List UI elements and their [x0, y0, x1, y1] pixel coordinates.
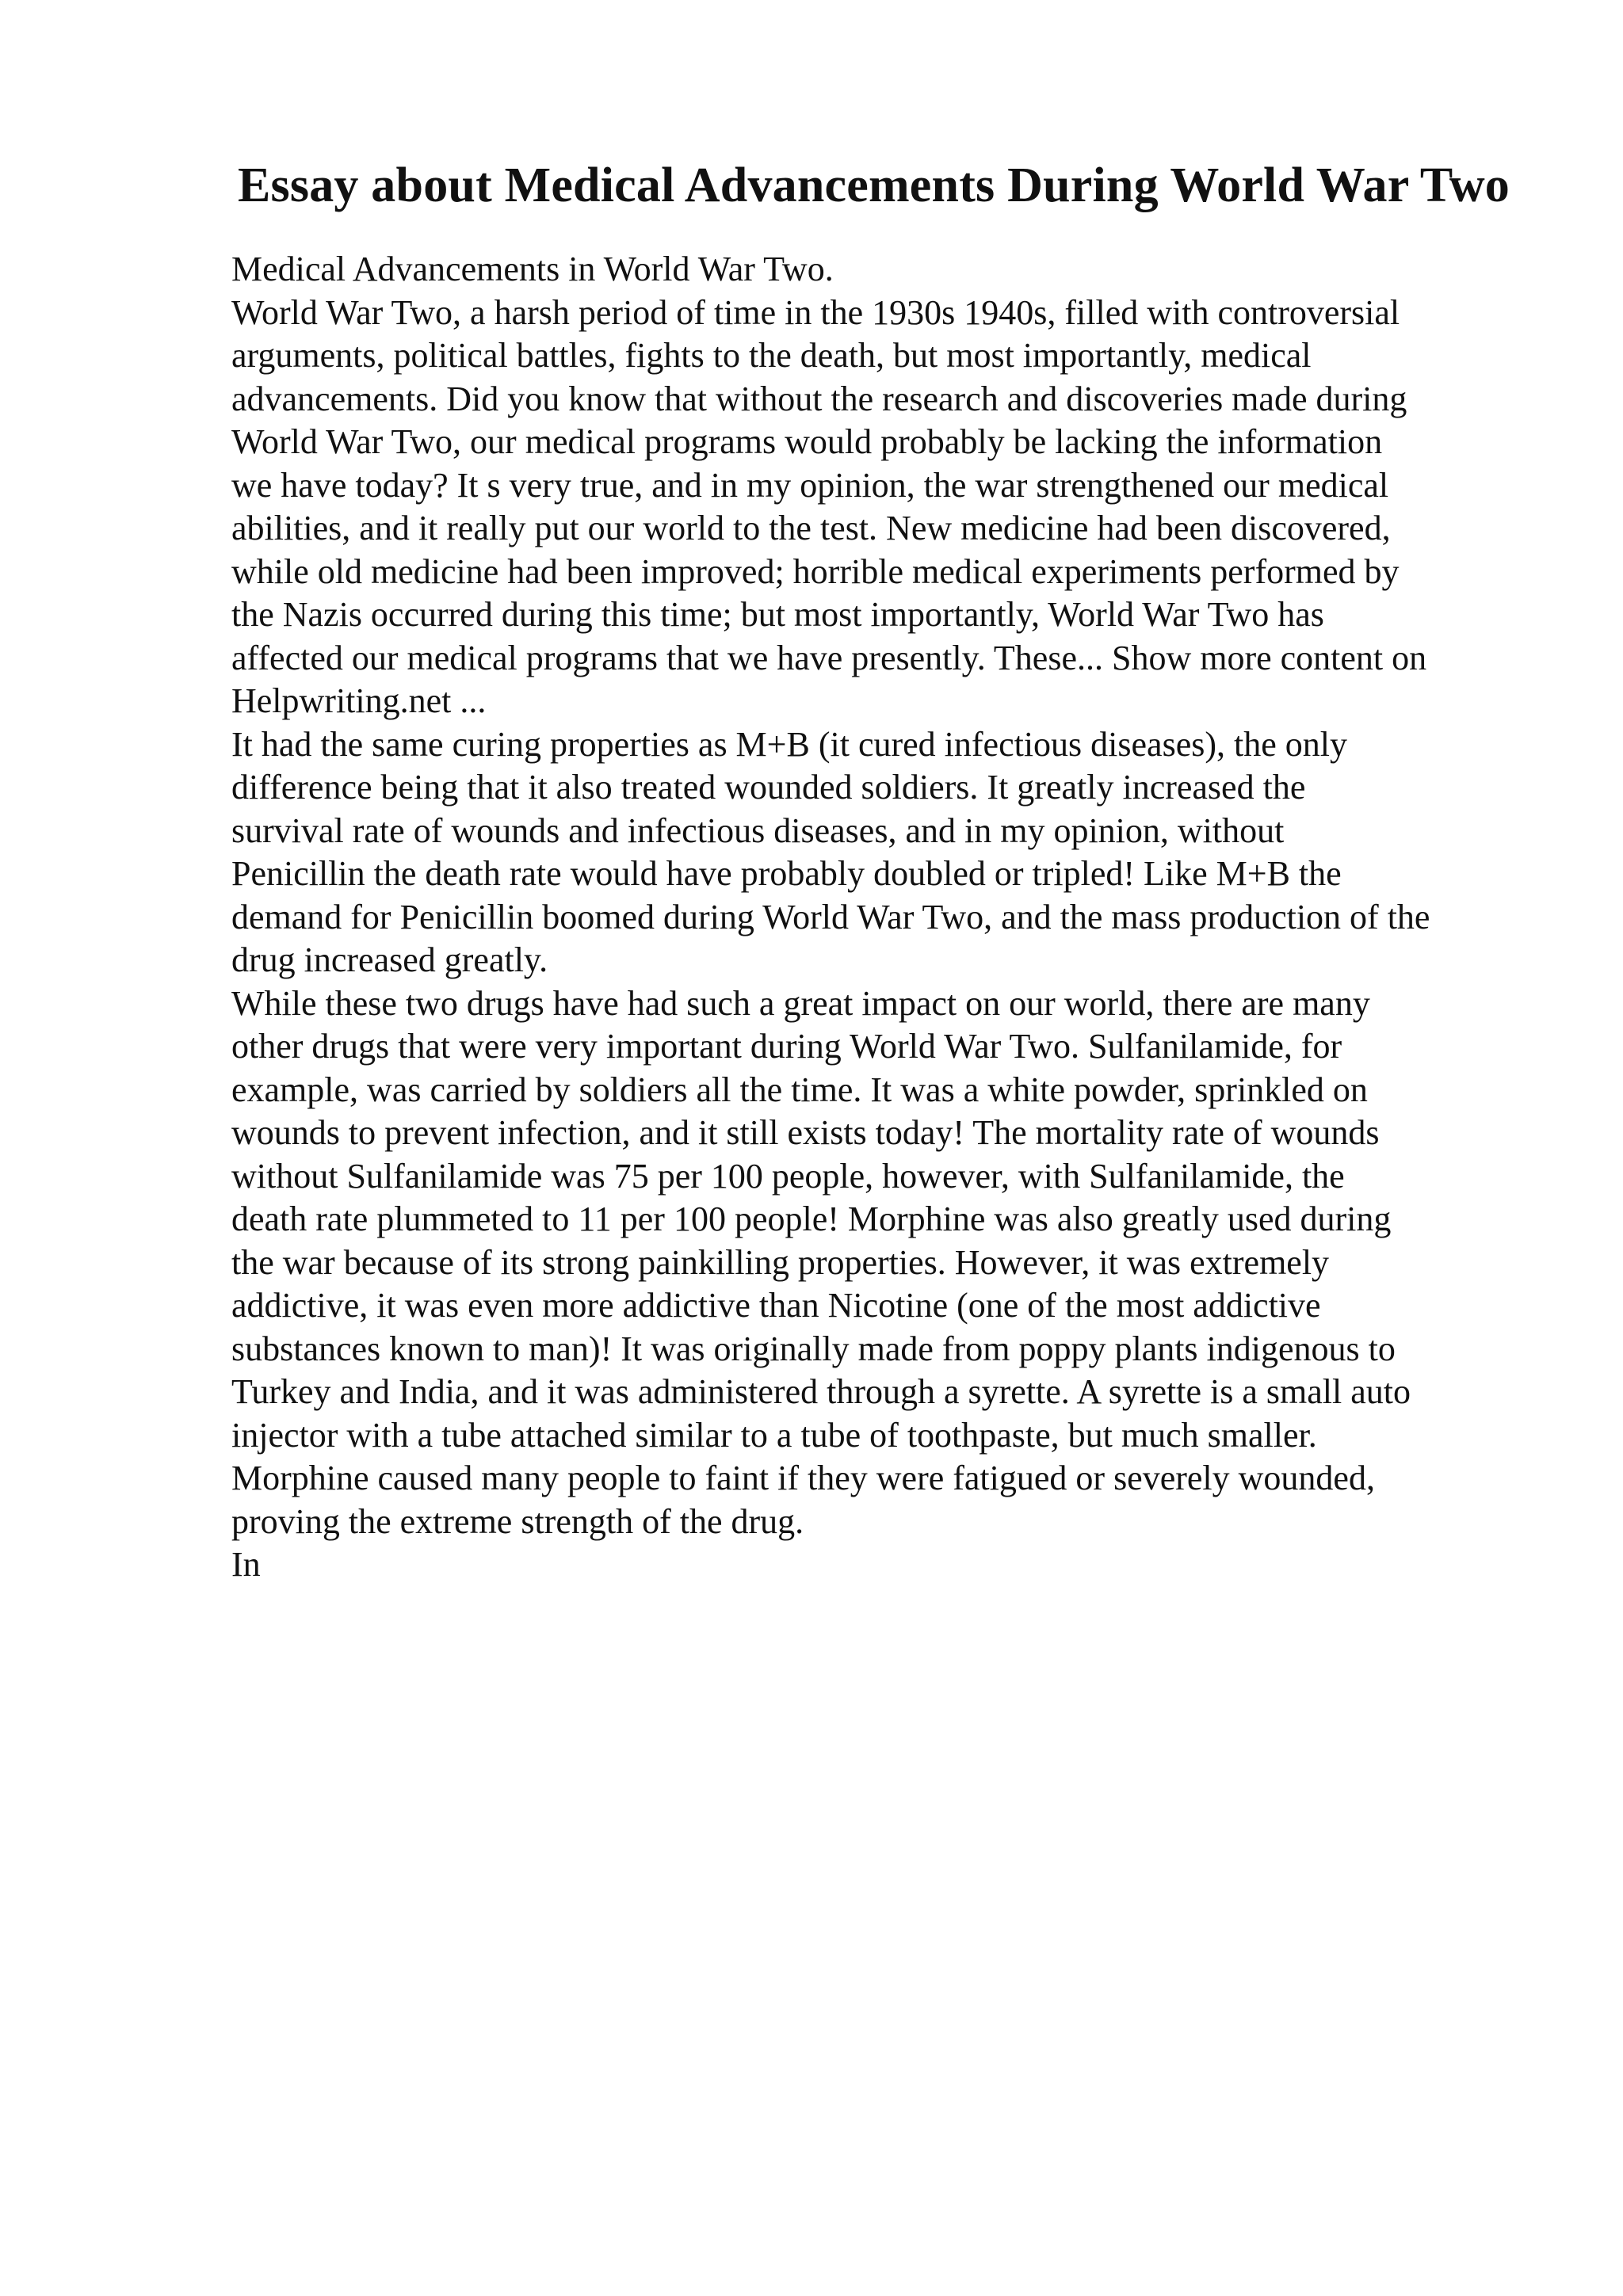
text-line: drug increased greatly. — [231, 940, 548, 979]
text-line: the Nazis occurred during this time; but most importantly, World War Two has — [231, 595, 1324, 634]
text-line: death rate plummeted to 11 per 100 people! Morphine was also greatly used during — [231, 1199, 1392, 1238]
text-line: World War Two, our medical programs would probably be lacking the information — [231, 422, 1383, 461]
text-line: other drugs that were very important during World War Two. Sulfanilamide, for — [231, 1027, 1342, 1066]
text-line: arguments, political battles, fights to the death, but most importantly, medical — [231, 336, 1312, 375]
text-line: injector with a tube attached similar to a tube of toothpaste, but much smaller. — [231, 1415, 1317, 1455]
text-line: abilities, and it really put our world to the test. New medicine had been discovered, — [231, 509, 1391, 547]
text-line: World War Two, a harsh period of time in the 1930s 1940s, filled with controversial — [231, 292, 1400, 332]
text-line: It had the same curing properties as M+B (it cured infectious diseases), the only — [231, 724, 1347, 764]
text-line: without Sulfanilamide was 75 per 100 people, however, with Sulfanilamide, the — [231, 1156, 1345, 1196]
text-line: Penicillin the death rate would have probably doubled or tripled! Like M+B the — [231, 854, 1342, 893]
text-line: difference being that it also treated wounded soldiers. It greatly increased the — [231, 768, 1306, 807]
text-line: advancements. Did you know that without the research and discoveries made during — [231, 379, 1407, 418]
text-line: addictive, it was even more addictive than Nicotine (one of the most addictive — [231, 1286, 1321, 1325]
document-body — [231, 248, 1563, 1587]
text-line: the war because of its strong painkilling properties. However, it was extremely — [231, 1242, 1330, 1282]
text-line: Helpwriting.net ... — [231, 681, 487, 720]
text-line: Turkey and India, and it was administered through a syrette. A syrette is a small auto — [231, 1372, 1411, 1411]
text-line: survival rate of wounds and infectious diseases, and in my opinion, without — [231, 810, 1285, 850]
text-line: wounds to prevent infection, and it still exists today! The mortality rate of wounds — [231, 1113, 1380, 1152]
document-title: Essay about Medical Advancements During World War Two — [238, 158, 1510, 212]
text-line: While these two drugs have had such a great impact on our world, there are many — [231, 983, 1370, 1023]
text-line: example, was carried by soldiers all the time. It was a white powder, sprinkled on — [231, 1070, 1368, 1109]
text-line: we have today? It s very true, and in my opinion, the war strengthened our medical — [231, 465, 1389, 505]
text-line: proving the extreme strength of the drug. — [231, 1501, 804, 1541]
text-line: demand for Penicillin boomed during World War Two, and the mass production of the — [231, 897, 1430, 936]
text-line: Medical Advancements in World War Two. — [231, 250, 834, 288]
text-line: while old medicine had been improved; horrible medical experiments performed by — [231, 551, 1400, 591]
text-line: affected our medical programs that we have presently. These... Show more content on — [231, 638, 1427, 677]
text-line: substances known to man)! It was originally made from poppy plants indigenous to — [231, 1329, 1396, 1368]
text-line: Morphine caused many people to faint if they were fatigued or severely wounded, — [231, 1459, 1375, 1497]
text-line: In — [231, 1545, 261, 1584]
